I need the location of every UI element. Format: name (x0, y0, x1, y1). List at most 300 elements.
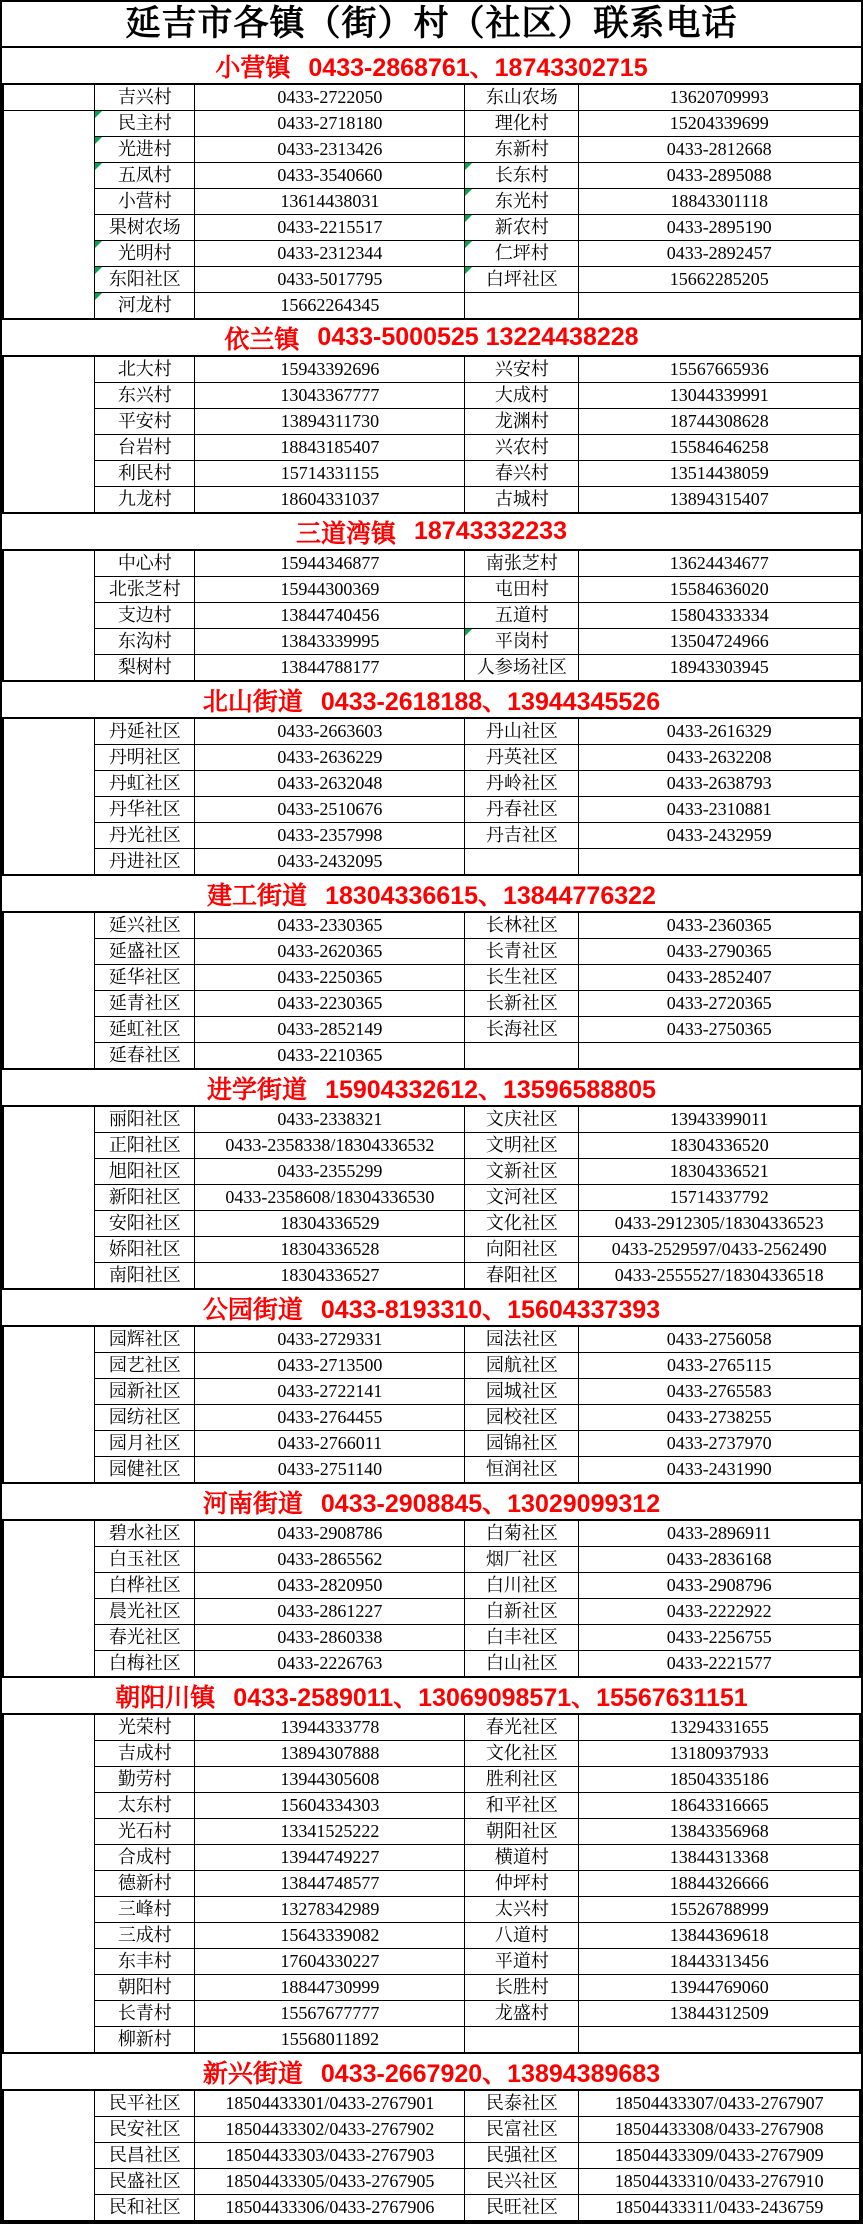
village-name-cell: 果树农场 (95, 215, 195, 241)
village-name-cell: 民昌社区 (95, 2143, 195, 2169)
village-name-cell: 南阳社区 (95, 1263, 195, 1290)
village-name-cell: 丹岭社区 (465, 771, 579, 797)
phone-cell: 18504433308/0433-2767908 (579, 2117, 860, 2143)
table-row (3, 1975, 860, 2001)
phone-cell: 0433-2432095 (195, 849, 465, 876)
section-header (2, 1678, 861, 1713)
village-name-cell: 向阳社区 (465, 1237, 579, 1263)
phone-cell: 0433-2865562 (195, 1547, 465, 1573)
section-header (2, 1290, 861, 1325)
phone-cell: 18643316665 (579, 1793, 860, 1819)
village-name-cell: 仁坪村 (465, 241, 579, 267)
village-name-cell: 园航社区 (465, 1353, 579, 1379)
section-phones: 18304336615、13844776322 (325, 881, 656, 910)
section-phones: 15904332612、13596588805 (325, 1075, 656, 1104)
village-name-cell: 文化社区 (465, 1741, 579, 1767)
village-name-cell: 长林社区 (465, 912, 579, 939)
phone-cell: 15944346877 (195, 550, 465, 577)
phone-cell: 18504433305/0433-2767905 (195, 2169, 465, 2195)
phone-cell (579, 293, 860, 320)
village-name-cell: 德新村 (95, 1871, 195, 1897)
village-name-cell: 利民村 (95, 461, 195, 487)
village-name-cell (465, 293, 579, 320)
spacer-cell (3, 84, 95, 111)
phone-cell: 13514438059 (579, 461, 860, 487)
table-row (3, 1845, 860, 1871)
table-row (3, 409, 860, 435)
section-name: 河南街道 (202, 1489, 303, 1518)
phone-cell: 0433-2663603 (195, 718, 465, 745)
table-row (3, 267, 860, 293)
section-header (2, 1070, 861, 1105)
village-name-cell: 长青村 (95, 2001, 195, 2027)
village-name-cell: 园锦社区 (465, 1431, 579, 1457)
table-row (3, 1379, 860, 1405)
phone-cell: 13944333778 (195, 1714, 465, 1741)
phone-cell: 18844730999 (195, 1975, 465, 2001)
phone-cell: 15567665936 (579, 356, 860, 383)
village-name-cell: 丹延社区 (95, 718, 195, 745)
table-row (3, 163, 860, 189)
table-row (3, 1573, 860, 1599)
village-name-cell: 白菊社区 (465, 1520, 579, 1547)
village-name-cell: 柳新村 (95, 2027, 195, 2054)
village-name-cell: 平安村 (95, 409, 195, 435)
phone-cell: 18504335186 (579, 1767, 860, 1793)
section-phones: 18743332233 (414, 517, 567, 545)
village-name-cell: 仲坪村 (465, 1871, 579, 1897)
phone-cell: 13894307888 (195, 1741, 465, 1767)
table-row (3, 577, 860, 603)
phone-cell: 0433-2912305/18304336523 (579, 1211, 860, 1237)
phone-cell: 0433-2895190 (579, 215, 860, 241)
village-name-cell: 园法社区 (465, 1326, 579, 1353)
section-header (2, 514, 861, 549)
section-header (2, 682, 861, 717)
phone-cell: 0433-2895088 (579, 163, 860, 189)
phone-cell: 13043367777 (195, 383, 465, 409)
phone-cell: 0433-2892457 (579, 241, 860, 267)
spacer-cell (3, 1520, 95, 1677)
village-name-cell: 民盛社区 (95, 2169, 195, 2195)
table-row (3, 1625, 860, 1651)
spacer-cell (3, 718, 95, 875)
village-name-cell: 支边村 (95, 603, 195, 629)
phone-cell: 0433-2820950 (195, 1573, 465, 1599)
section-phones: 0433-2667920、13894389683 (320, 2059, 661, 2088)
village-name-cell: 合成村 (95, 1845, 195, 1871)
village-name-cell: 延虹社区 (95, 1017, 195, 1043)
village-name-cell: 延华社区 (95, 965, 195, 991)
phone-cell: 0433-2250365 (195, 965, 465, 991)
village-name-cell: 太东村 (95, 1793, 195, 1819)
village-name-cell: 五凤村 (95, 163, 195, 189)
comment-marker-icon (465, 189, 472, 196)
village-name-cell: 园健社区 (95, 1457, 195, 1484)
village-name-cell: 兴农村 (465, 435, 579, 461)
village-name-cell: 恒润社区 (465, 1457, 579, 1484)
table-row (3, 1431, 860, 1457)
phone-cell: 0433-2310881 (579, 797, 860, 823)
village-name-cell: 长东村 (465, 163, 579, 189)
section-name: 公园街道 (202, 1295, 303, 1324)
section-phones: 0433-8193310、15604337393 (320, 1295, 661, 1324)
section-phones: 0433-2618188、13944345526 (320, 687, 661, 716)
phone-cell: 0433-2529597/0433-2562490 (579, 1237, 860, 1263)
section-table (2, 1519, 861, 1678)
village-name-cell: 民泰社区 (465, 2090, 579, 2117)
comment-marker-icon (465, 267, 472, 274)
village-name-cell: 古城村 (465, 487, 579, 514)
phone-cell: 0433-2764455 (195, 1405, 465, 1431)
village-name-cell: 南张芝村 (465, 550, 579, 577)
village-name-cell: 白新社区 (465, 1599, 579, 1625)
phone-cell: 13843339995 (195, 629, 465, 655)
table-row (3, 2195, 860, 2222)
village-name-cell: 文明社区 (465, 1133, 579, 1159)
phone-cell: 13844740456 (195, 603, 465, 629)
phone-cell: 0433-2222922 (579, 1599, 860, 1625)
village-name-cell: 春光社区 (465, 1714, 579, 1741)
table-row (3, 1741, 860, 1767)
phone-cell: 18744308628 (579, 409, 860, 435)
village-name-cell: 园辉社区 (95, 1326, 195, 1353)
phone-cell: 13944769060 (579, 1975, 860, 2001)
phone-cell: 13294331655 (579, 1714, 860, 1741)
village-name-cell: 龙盛村 (465, 2001, 579, 2027)
phone-cell: 15714337792 (579, 1185, 860, 1211)
village-name-cell: 丹山社区 (465, 718, 579, 745)
page-title: 延吉市各镇（街）村（社区）联系电话 (2, 2, 861, 48)
village-name-cell: 河龙村 (95, 293, 195, 320)
village-name-cell: 春兴村 (465, 461, 579, 487)
village-name-cell: 白丰社区 (465, 1625, 579, 1651)
phone-cell: 0433-2737970 (579, 1431, 860, 1457)
village-name-cell: 文河社区 (465, 1185, 579, 1211)
village-name-cell: 五道村 (465, 603, 579, 629)
table-row (3, 2143, 860, 2169)
section-table (2, 911, 861, 1070)
village-name-cell: 吉成村 (95, 1741, 195, 1767)
phone-cell: 0433-2555527/18304336518 (579, 1263, 860, 1290)
village-name-cell: 东兴村 (95, 383, 195, 409)
phone-cell: 0433-2765583 (579, 1379, 860, 1405)
section-phones: 0433-2908845、13029099312 (320, 1489, 661, 1518)
village-name-cell: 光石村 (95, 1819, 195, 1845)
phone-cell: 0433-2836168 (579, 1547, 860, 1573)
village-name-cell: 丹进社区 (95, 849, 195, 876)
phone-cell: 0433-2751140 (195, 1457, 465, 1484)
village-name-cell: 长生社区 (465, 965, 579, 991)
spacer-cell (3, 1106, 95, 1289)
phone-cell: 0433-2718180 (195, 111, 465, 137)
table-row (3, 745, 860, 771)
table-row (3, 1599, 860, 1625)
phone-cell: 0433-2358338/18304336532 (195, 1133, 465, 1159)
table-row (3, 1185, 860, 1211)
village-name-cell: 春光社区 (95, 1625, 195, 1651)
village-name-cell: 园城社区 (465, 1379, 579, 1405)
village-name-cell: 民和社区 (95, 2195, 195, 2222)
village-name-cell: 平道村 (465, 1949, 579, 1975)
village-name-cell: 白山社区 (465, 1651, 579, 1678)
table-row (3, 1263, 860, 1290)
phone-cell: 13844313368 (579, 1845, 860, 1871)
table-row (3, 603, 860, 629)
phone-cell: 13844312509 (579, 2001, 860, 2027)
village-name-cell: 横道村 (465, 1845, 579, 1871)
village-name-cell: 丹春社区 (465, 797, 579, 823)
phone-cell: 13278342989 (195, 1897, 465, 1923)
phone-cell: 0433-2210365 (195, 1043, 465, 1070)
phone-cell: 0433-2632048 (195, 771, 465, 797)
comment-marker-icon (465, 215, 472, 222)
comment-marker-icon (465, 163, 472, 170)
village-name-cell: 民富社区 (465, 2117, 579, 2143)
phone-cell: 0433-2632208 (579, 745, 860, 771)
table-row (3, 2027, 860, 2054)
table-row (3, 215, 860, 241)
phone-cell: 0433-2357998 (195, 823, 465, 849)
village-name-cell: 大成村 (465, 383, 579, 409)
phone-cell: 0433-2765115 (579, 1353, 860, 1379)
phone-cell: 15714331155 (195, 461, 465, 487)
section-table (2, 549, 861, 682)
sections-container (2, 48, 861, 2222)
village-name-cell: 碧水社区 (95, 1520, 195, 1547)
village-name-cell (465, 849, 579, 876)
table-row (3, 1547, 860, 1573)
table-row (3, 629, 860, 655)
table-row (3, 1949, 860, 1975)
table-row (3, 1714, 860, 1741)
phone-cell: 0433-2431990 (579, 1457, 860, 1484)
phone-cell: 15584636020 (579, 577, 860, 603)
section-table (2, 1105, 861, 1290)
village-name-cell (465, 2027, 579, 2054)
village-name-cell: 文庆社区 (465, 1106, 579, 1133)
village-name-cell: 丹光社区 (95, 823, 195, 849)
section-header (2, 2054, 861, 2089)
phone-cell: 18504433301/0433-2767901 (195, 2090, 465, 2117)
phone-cell: 0433-2722141 (195, 1379, 465, 1405)
phone-cell: 13844748577 (195, 1871, 465, 1897)
village-name-cell: 吉兴村 (95, 84, 195, 111)
table-row (3, 435, 860, 461)
village-name-cell: 九龙村 (95, 487, 195, 514)
village-name-cell: 龙渊村 (465, 409, 579, 435)
table-row (3, 1159, 860, 1185)
comment-marker-icon (95, 111, 102, 118)
village-name-cell: 安阳社区 (95, 1211, 195, 1237)
phone-cell: 0433-2256755 (579, 1625, 860, 1651)
village-name-cell: 东新村 (465, 137, 579, 163)
village-name-cell: 文新社区 (465, 1159, 579, 1185)
village-name-cell: 民强社区 (465, 2143, 579, 2169)
phone-cell: 18843185407 (195, 435, 465, 461)
village-name-cell: 三峰村 (95, 1897, 195, 1923)
village-name-cell: 朝阳村 (95, 1975, 195, 2001)
table-row (3, 797, 860, 823)
table-row (3, 356, 860, 383)
phone-cell: 15943392696 (195, 356, 465, 383)
village-name-cell: 中心村 (95, 550, 195, 577)
phone-cell: 0433-2756058 (579, 1326, 860, 1353)
phone-cell: 13180937933 (579, 1741, 860, 1767)
phone-cell: 18304336520 (579, 1133, 860, 1159)
village-name-cell: 丹明社区 (95, 745, 195, 771)
phone-cell: 13620709993 (579, 84, 860, 111)
table-row (3, 1237, 860, 1263)
table-row (3, 1923, 860, 1949)
section-table (2, 717, 861, 876)
phone-cell: 0433-2360365 (579, 912, 860, 939)
table-row (3, 2090, 860, 2117)
phone-cell: 0433-2226763 (195, 1651, 465, 1678)
village-name-cell: 新农村 (465, 215, 579, 241)
phone-cell: 0433-2908786 (195, 1520, 465, 1547)
village-name-cell: 理化村 (465, 111, 579, 137)
village-name-cell: 园艺社区 (95, 1353, 195, 1379)
table-row (3, 1651, 860, 1678)
village-name-cell: 园新社区 (95, 1379, 195, 1405)
section-header (2, 48, 861, 83)
spacer-cell (3, 550, 95, 681)
village-name-cell: 光荣村 (95, 1714, 195, 1741)
table-row (3, 991, 860, 1017)
phone-cell: 0433-2338321 (195, 1106, 465, 1133)
village-name-cell: 人参场社区 (465, 655, 579, 682)
phone-cell: 13614438031 (195, 189, 465, 215)
phone-cell: 0433-2355299 (195, 1159, 465, 1185)
village-name-cell: 屯田村 (465, 577, 579, 603)
village-name-cell: 太兴村 (465, 1897, 579, 1923)
village-name-cell: 长新社区 (465, 991, 579, 1017)
table-row (3, 718, 860, 745)
table-row (3, 189, 860, 215)
village-name-cell: 小营村 (95, 189, 195, 215)
village-name-cell: 延春社区 (95, 1043, 195, 1070)
phone-cell: 18304336521 (579, 1159, 860, 1185)
phone-cell: 15662285205 (579, 267, 860, 293)
phone-cell: 0433-5017795 (195, 267, 465, 293)
table-row (3, 1106, 860, 1133)
section-name: 依兰镇 (224, 325, 300, 354)
section-name: 三道湾镇 (296, 519, 397, 548)
village-name-cell: 东丰村 (95, 1949, 195, 1975)
comment-marker-icon (465, 241, 472, 248)
phone-cell: 18304336529 (195, 1211, 465, 1237)
village-name-cell: 春阳社区 (465, 1263, 579, 1290)
phone-cell: 0433-2722050 (195, 84, 465, 111)
village-name-cell: 晨光社区 (95, 1599, 195, 1625)
village-name-cell: 园纺社区 (95, 1405, 195, 1431)
spacer-cell (3, 1714, 95, 2053)
section-name: 小营镇 (215, 53, 291, 82)
comment-marker-icon (95, 267, 102, 274)
phone-cell: 15584646258 (579, 435, 860, 461)
village-name-cell: 东光村 (465, 189, 579, 215)
phone-cell: 18304336528 (195, 1237, 465, 1263)
village-name-cell: 民旺社区 (465, 2195, 579, 2222)
phone-cell: 0433-2620365 (195, 939, 465, 965)
table-row (3, 1043, 860, 1070)
phone-cell: 13843356968 (579, 1819, 860, 1845)
phone-cell (579, 1043, 860, 1070)
phone-cell: 15643339082 (195, 1923, 465, 1949)
section-phones: 0433-2868761、18743302715 (308, 53, 648, 82)
comment-marker-icon (95, 293, 102, 300)
phone-cell: 0433-2713500 (195, 1353, 465, 1379)
table-row (3, 1793, 860, 1819)
phone-cell: 0433-2861227 (195, 1599, 465, 1625)
village-name-cell: 北大村 (95, 356, 195, 383)
phone-cell: 18504433309/0433-2767909 (579, 2143, 860, 2169)
section-name: 新兴街道 (202, 2059, 303, 2088)
phone-cell: 18443313456 (579, 1949, 860, 1975)
village-name-cell: 梨树村 (95, 655, 195, 682)
phone-cell: 0433-2230365 (195, 991, 465, 1017)
village-name-cell: 东沟村 (95, 629, 195, 655)
phone-cell: 18604331037 (195, 487, 465, 514)
phone-cell: 18943303945 (579, 655, 860, 682)
spacer-cell (3, 356, 95, 513)
village-name-cell: 民主村 (95, 111, 195, 137)
village-name-cell: 延盛社区 (95, 939, 195, 965)
table-row (3, 2001, 860, 2027)
table-row (3, 771, 860, 797)
section-table (2, 83, 861, 320)
comment-marker-icon (465, 629, 472, 636)
village-name-cell: 和平社区 (465, 1793, 579, 1819)
phone-cell: 0433-2221577 (579, 1651, 860, 1678)
spacer-cell (3, 2090, 95, 2221)
section-phones: 0433-2589011、13069098571、15567631151 (233, 1683, 748, 1712)
phone-cell: 13844369618 (579, 1923, 860, 1949)
phone-cell: 0433-3540660 (195, 163, 465, 189)
village-name-cell: 延兴社区 (95, 912, 195, 939)
phone-cell: 13943399011 (579, 1106, 860, 1133)
section-name: 建工街道 (207, 881, 308, 910)
section-header (2, 1484, 861, 1519)
village-name-cell: 兴安村 (465, 356, 579, 383)
village-name-cell: 平岗村 (465, 629, 579, 655)
section-phones: 0433-5000525 13224438228 (317, 323, 639, 351)
phone-cell: 13044339991 (579, 383, 860, 409)
table-row (3, 1211, 860, 1237)
table-row (3, 383, 860, 409)
phone-cell: 18844326666 (579, 1871, 860, 1897)
table-row (3, 137, 860, 163)
phone-cell: 13894311730 (195, 409, 465, 435)
phone-cell: 18304336527 (195, 1263, 465, 1290)
phone-cell: 13944305608 (195, 1767, 465, 1793)
phone-cell: 13624434677 (579, 550, 860, 577)
table-row (3, 849, 860, 876)
comment-marker-icon (95, 137, 102, 144)
comment-marker-icon (95, 163, 102, 170)
village-name-cell: 娇阳社区 (95, 1237, 195, 1263)
village-name-cell: 光进村 (95, 137, 195, 163)
table-row (3, 912, 860, 939)
phone-cell: 0433-2896911 (579, 1520, 860, 1547)
section-name: 进学街道 (207, 1075, 308, 1104)
table-row (3, 2169, 860, 2195)
phone-cell: 13944749227 (195, 1845, 465, 1871)
phone-cell: 18504433311/0433-2436759 (579, 2195, 860, 2222)
phone-cell: 15662264345 (195, 293, 465, 320)
phone-cell: 15526788999 (579, 1897, 860, 1923)
